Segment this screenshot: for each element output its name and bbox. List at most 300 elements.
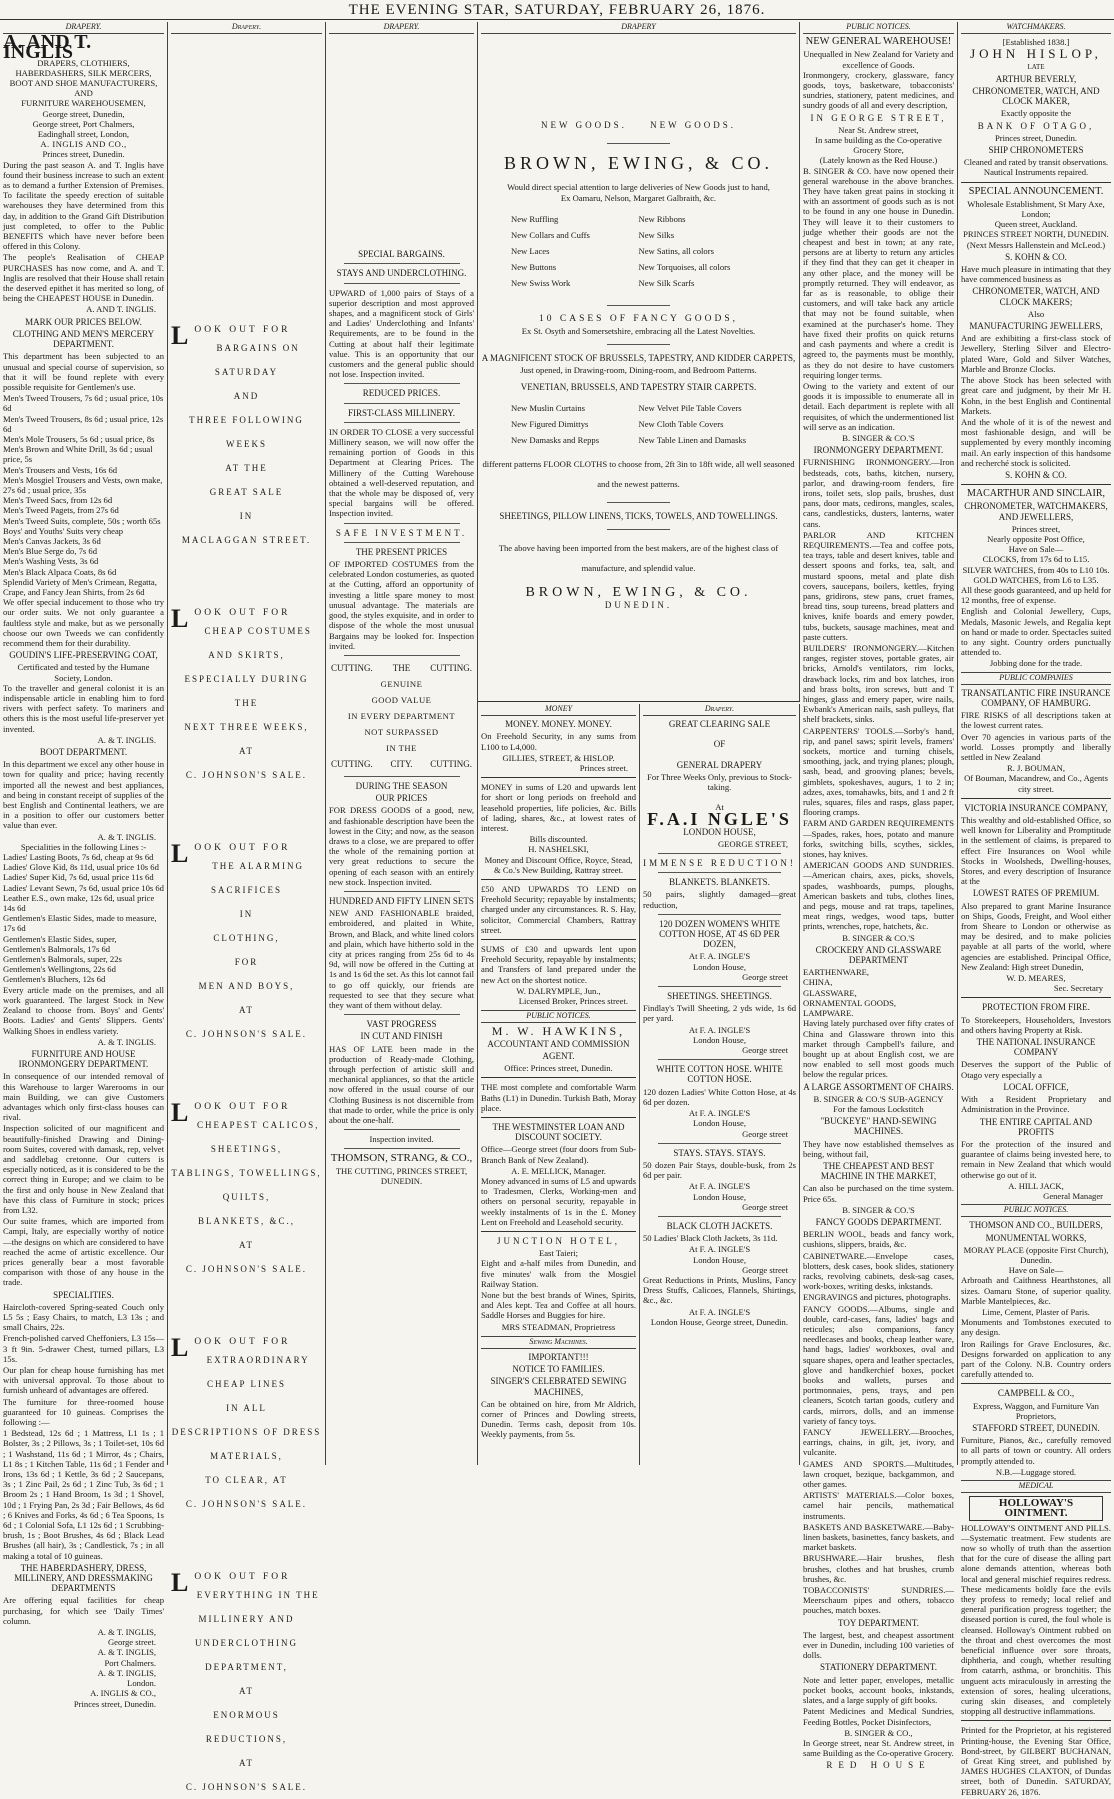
column-money bbox=[478, 704, 640, 1465]
goods-item: New Swiss Work bbox=[511, 277, 571, 288]
ad-ships: Ex Oamaru, Nelson, Margaret Galbraith, &c. bbox=[560, 192, 717, 203]
signature: A. AND T. INGLIS. bbox=[86, 304, 156, 315]
look-out-line: C. JOHNSON'S SALE. bbox=[185, 1029, 308, 1040]
look-out-line: EVERYTHING IN THE bbox=[196, 1590, 320, 1601]
ad-title: RED HOUSE bbox=[826, 1760, 931, 1771]
section-heading: REDUCED PRICES. bbox=[362, 388, 441, 399]
look-out-label: OOK OUT FOR bbox=[194, 608, 291, 619]
separator bbox=[658, 1059, 780, 1060]
genuine-block bbox=[329, 676, 474, 756]
ad-line: Nearly opposite Post Office, bbox=[987, 533, 1085, 544]
section-heading: CLOTHING AND MEN'S MERCERY DEPARTMENT. bbox=[12, 328, 155, 350]
newspaper-page bbox=[0, 22, 1114, 1797]
ad-address-lines bbox=[3, 58, 164, 140]
column-header: Drapery. bbox=[171, 22, 322, 34]
price-item: Men's Black Alpaca Coats, 8s 6d bbox=[3, 566, 117, 577]
look-out-line: DESCRIPTIONS OF DRESS MATERIALS, bbox=[171, 1427, 322, 1462]
firm-name: R. J. BOUMAN, bbox=[1006, 763, 1066, 774]
ad-line: In same building as the Co-operative Grocery Store, bbox=[815, 135, 942, 156]
ad-title: JUNCTION HOTEL, bbox=[497, 1235, 620, 1246]
firm-address: THE CUTTING, PRINCES STREET, bbox=[335, 1165, 468, 1176]
footer-line: A. & T. INGLIS, bbox=[97, 1627, 156, 1638]
goods-item: New Silk Scarfs bbox=[638, 277, 695, 288]
subheading: Specialities in the following Lines :- bbox=[20, 841, 147, 852]
look-out-ad bbox=[171, 1098, 322, 1281]
ad-title: GREAT CLEARING SALE bbox=[668, 719, 771, 730]
ad-paragraph: BERLIN WOOL, beads and fancy work, cushions, slippers, braids, &c. bbox=[803, 1229, 954, 1250]
ad-line: MORAY PLACE (opposite First Church), Dunedin. bbox=[963, 1244, 1109, 1265]
ad-line: Princes street, Dunedin. bbox=[994, 132, 1078, 143]
ad-line: Money and Discount Office, Royce, Stead, & Co.'s New Building, Rattray street. bbox=[484, 854, 633, 875]
ad-title: THE NATIONAL INSURANCE COMPANY bbox=[976, 1037, 1096, 1058]
section-heading: DURING THE SEASON bbox=[355, 780, 448, 791]
boot-item: Gentlemen's Balmorals, super, 22s bbox=[3, 954, 122, 965]
goods-item: New Cloth Table Covers bbox=[638, 418, 724, 429]
signature: A. & T. INGLIS. bbox=[97, 831, 156, 842]
ad-title: VICTORIA INSURANCE COMPANY, bbox=[964, 802, 1108, 813]
ad-paragraph: Ironmongery, crockery, glassware, fancy goods, toys, basketware, tobacconists' sundries, stationery, patent medicines, and sundry goods of all and every description, bbox=[803, 69, 954, 111]
look-out-line: IN bbox=[239, 511, 254, 522]
ad-paragraph: Great Reductions in Prints, Muslins, Fancy Dress Stuffs, Calicoes, Flannels, Shirtings, &c., &c. bbox=[643, 1274, 796, 1306]
boot-item: Gentlemen's Balmorals, 17s 6d bbox=[3, 943, 111, 954]
ad-paragraph: UPWARD of 1,000 pairs of Stays of a superior description and most approved shapes, and a magnificent stock of Girls' and Ladies' Underclothing and Infants' Requirements, are to be found in the Cutting at about half their legitimate value. This is an opportunity that our customers and the general public should not lose. Inspection invited. bbox=[329, 287, 474, 380]
ad-paragraph: CABINETWARE.—Envelope cases, blotters, desk cases, book slides, stationery racks, revolving cabinets, desk-sag cases, work-boxes, writing desks, inkstands. bbox=[803, 1250, 954, 1292]
section-heading: BOOT DEPARTMENT. bbox=[39, 747, 128, 758]
ad-paragraph: Can also be purchased on the time system. Price 65s. bbox=[803, 1183, 954, 1204]
section-heading: SPECIALITIES. bbox=[53, 1289, 114, 1300]
ad-title: THE WESTMINSTER LOAN AND DISCOUNT SOCIETY. bbox=[492, 1121, 625, 1143]
crockery-item: ORNAMENTAL GOODS, bbox=[803, 997, 897, 1008]
ingle-item bbox=[643, 1143, 796, 1212]
ad-subtitle: THE ENTIRE CAPITAL AND PROFITS bbox=[979, 1116, 1093, 1137]
ad-paragraph: Deserves the support of the Public of Otago very especially a bbox=[961, 1059, 1111, 1080]
look-out-line: MEN AND BOYS, bbox=[198, 981, 295, 992]
boot-item: Ladies' Levant Sewn, 7s 6d, usual price 10s 6d bbox=[3, 882, 164, 893]
boot-item: Leather E.S., own make, 12s 6d, usual price 14s 6d bbox=[3, 892, 155, 914]
column-watchmakers bbox=[958, 22, 1114, 1797]
dropcap-l: L bbox=[171, 604, 192, 634]
ingle-items bbox=[643, 914, 796, 1275]
look-out-line: AT bbox=[239, 1686, 254, 1697]
ad-paragraph: To Storekeepers, Householders, Investors and others having Property at Risk. bbox=[961, 1014, 1111, 1035]
section-heading: FANCY GOODS DEPARTMENT. bbox=[815, 1216, 942, 1227]
ad-title: JOHN HISLOP, bbox=[970, 46, 1102, 62]
separator bbox=[658, 1216, 780, 1217]
item-street: George street bbox=[742, 1045, 788, 1056]
price-item: Men's Tweed Trousers, 8s 6d ; usual price, 12s 6d bbox=[3, 413, 164, 434]
column-header: Sewing Machines. bbox=[481, 1336, 636, 1349]
boot-item: Gentlemen's Bluchers, 12s 6d bbox=[3, 974, 106, 985]
ad-paragraph: THE most complete and comfortable Warm Baths (L1) in Dunedin. Turkish Bath, Moray place. bbox=[481, 1082, 636, 1113]
item-title: STAYS. STAYS. STAYS. bbox=[673, 1147, 766, 1158]
ad-paragraph: FIRE RISKS of all descriptions taken at the lowest current rates. bbox=[961, 710, 1111, 731]
look-out-heading bbox=[171, 604, 322, 634]
signature: B. SINGER & CO.'S bbox=[842, 932, 915, 943]
goods-item: New Figured Dimittys bbox=[511, 418, 589, 429]
ad-line: Princes street, bbox=[1011, 523, 1061, 534]
column-singer bbox=[800, 22, 958, 1771]
firm-name: BROWN, EWING, & CO. bbox=[504, 153, 773, 174]
look-out-label: OOK OUT FOR bbox=[194, 1572, 291, 1583]
look-out-line: FOR bbox=[234, 957, 259, 968]
price-item: Men's Trousers and Vests, 16s 6d bbox=[3, 464, 118, 475]
ad-line: Just opened, in Drawing-room, Dining-room, and Bedroom Patterns. bbox=[520, 365, 757, 376]
goods-item: New Satins, all colors bbox=[638, 245, 714, 256]
masthead bbox=[0, 0, 1114, 20]
ad-paragraph: GAMES AND SPORTS.—Multitudes, lawn croquet, bezique, backgammon, and other games. bbox=[803, 1458, 954, 1490]
look-out-line: MILLINERY AND UNDERCLOTHING bbox=[195, 1614, 298, 1649]
ad-title: A. AND T. INGLIS bbox=[3, 31, 92, 64]
ad-paragraph: And the whole of it is of the newest and most fashionable design, and will be supplemented by every monthly incoming mail. An early inspection of this handsome and recherché stock is solicited. bbox=[961, 416, 1111, 468]
ad-line: CLOCKS, from 17s 6d to L15. bbox=[982, 554, 1090, 565]
ad-paragraph: FANCY GOODS.—Albums, single and double, card-cases, fans, ladies' bags and reticules; also companions, fancy needlecases and books, cheap leather ware, hand bags, ladies' workboxes, oval and square shapes, opera and leather spectacles, glove and handkerchief boxes, pocket books and wallets, purses and portmonnaies, pens, trays, and pen cleaners, Scotch tartan goods, cutlery and cards, mirrors, dolls, and an immense variety of fancy toys. bbox=[803, 1303, 954, 1426]
look-out-line: THE ALARMING SACRIFICES bbox=[210, 861, 305, 896]
item-house: London House, bbox=[693, 1254, 746, 1265]
address-line: AND bbox=[74, 88, 93, 99]
column-header: DRAPERY. bbox=[329, 22, 474, 34]
ingle-item bbox=[643, 1216, 796, 1275]
item-street: George street bbox=[742, 1264, 788, 1275]
firm-name: H. NASHELSKI, bbox=[528, 844, 589, 855]
ad-paragraph: This department has been subjected to an unusual and special course of supervision, so that it will be found replete with every possible requisite for Gentlemen's use. bbox=[3, 351, 164, 392]
column-header: PUBLIC NOTICES. bbox=[961, 1204, 1111, 1217]
section-heading: CROCKERY AND GLASSWARE DEPARTMENT bbox=[815, 944, 942, 966]
ad-paragraph: OF IMPORTED COSTUMES from the celebrated London costumeries, as quoted at the Cutting, afford an opportunity of investing a little spare money to most unusual advantage. The materials are good, the styles exquisite, and in order to dispose of the whole the most unusual Bargains may be looked for. Inspection invited. bbox=[329, 559, 474, 651]
ad-paragraph: Haircloth-covered Spring-seated Couch only L5 5s ; Easy Chairs, to match, L3 13s ; and small Chairs, 22s. bbox=[3, 1301, 164, 1333]
address-line: BOOT AND SHOE MANUFACTURERS, bbox=[9, 78, 158, 89]
ad-paragraph: Furniture, Pianos, &c., carefully removed to all parts of town or country. All orders promptly attended to. bbox=[961, 1435, 1111, 1466]
ad-paragraph: Arbroath and Caithness Hearthstones, all sizes. Oamaru Stone, of superior quality. Marble Mantelpieces, &c. bbox=[961, 1275, 1111, 1306]
ad-title: IN GEORGE STREET, bbox=[810, 112, 947, 123]
item-house: London House, bbox=[693, 961, 746, 972]
cutting-label: CUTTING. bbox=[430, 662, 472, 673]
ad-subtitle: AGENT. bbox=[542, 1050, 575, 1061]
ad-paragraph: SUMS of £30 and upwards lent upon Freehold Security, repayable by instalments; and Transfers of land prepared under the new Act on the shortest notice. bbox=[481, 944, 636, 985]
item-text: 50 Ladies' Black Cloth Jackets, 3s 11d. bbox=[643, 1233, 778, 1244]
ad-paragraph: BUILDERS' IRONMONGERY.—Kitchen ranges, register stoves, portable grates, air bricks, Arnold's ventilators, rim locks, drawback locks, rim and box latches, iron and brass bolts, iron screws, butt and T hinges, glass and emery paper, wire nails, Ewbank's American nails, sash pulleys, flat shelf brackets, sinks. bbox=[803, 642, 954, 725]
footer-line: George street. bbox=[107, 1637, 156, 1648]
ad-paragraph: Money advanced in sums of L5 and upwards to Tradesmen, Clerks, Working-men and others on personal security, repayable in weekly instalments of 1s in the £. Money Lent on Freehold and Leasehold security. bbox=[481, 1175, 636, 1227]
column-header: PUBLIC NOTICES. bbox=[481, 1010, 636, 1023]
look-out-ad bbox=[171, 1568, 322, 1799]
goods-item: New Velvet Pile Table Covers bbox=[638, 402, 742, 413]
column-header: PUBLIC NOTICES. bbox=[803, 22, 954, 34]
column-header: DRAPERY. bbox=[3, 22, 164, 34]
look-out-line: MACLAGGAN STREET. bbox=[181, 535, 312, 546]
section-heading: FURNITURE AND HOUSE IRONMONGERY DEPARTMENT. bbox=[18, 1048, 149, 1070]
goods-item: New Muslin Curtains bbox=[511, 402, 585, 413]
goods-list bbox=[481, 203, 796, 299]
ad-line: different patterns FLOOR CLOTHS to choose from, 2ft 3in to 18ft wide, all well seasoned and the newest patterns. bbox=[482, 458, 795, 489]
item-text: 50 dozen Pair Stays, double-busk, from 2s 6d per pair. bbox=[643, 1159, 796, 1181]
ad-line: The above having been imported from the best makers, are of the highest class of manufacture, and splendid value. bbox=[498, 543, 779, 574]
look-out-heading bbox=[171, 1333, 322, 1363]
section-heading: STATIONERY DEPARTMENT. bbox=[820, 1662, 937, 1673]
look-out-heading bbox=[171, 839, 322, 869]
look-out-label: OOK OUT FOR bbox=[194, 843, 291, 854]
ad-paragraph: The furniture for three-roomed house guaranteed for 10 guineas. Comprises the following :— bbox=[3, 1396, 164, 1428]
separator bbox=[658, 1143, 780, 1144]
new-goods-label: NEW GOODS. bbox=[541, 120, 627, 131]
ad-paragraph: They have now established themselves as being, without fail, bbox=[803, 1138, 954, 1159]
ad-paragraph: BRUSHWARE.—Hair brushes, flesh brushes, clothes and hat brushes, crumb brushes, &c. bbox=[803, 1553, 954, 1584]
look-out-line: AT bbox=[239, 746, 254, 757]
boot-item: Gentlemen's Wellingtons, 22s 6d bbox=[3, 964, 116, 975]
column-header: Drapery. bbox=[643, 704, 796, 716]
look-out-line: AND bbox=[233, 391, 260, 402]
ad-paragraph: Inspection solicited of our magnificent and beautifully-finished Drawing and Dining-room Suites, covered with damask, rep, velvet and saddlebag cretonne. Our cutters is especially noticed, as it is considered to be the correct thing in Europe; and we claim to be the first and only house in New Zealand that have this class of Furniture in stock; prices from L32. bbox=[3, 1123, 164, 1215]
subheading: Certificated and tested by the Humane Society, London. bbox=[17, 662, 150, 683]
ad-paragraph: All these goods guaranteed, and up held for 12 months, free of expense. bbox=[961, 584, 1111, 606]
item-house: London House, bbox=[693, 1118, 746, 1129]
look-out-line: TO CLEAR, AT bbox=[205, 1475, 288, 1486]
ad-line: GOLD WATCHES, from L6 to L35. bbox=[973, 574, 1099, 585]
look-out-line: IN bbox=[239, 909, 254, 920]
ad-address: Princes street, Dunedin. bbox=[42, 149, 125, 160]
ad-paragraph: Office—George street (four doors from Sub-Branch Bank of New Zealand). bbox=[481, 1144, 636, 1165]
ad-subtitle: A. INGLIS AND CO., bbox=[40, 139, 127, 150]
ad-note: Inspection invited. bbox=[369, 1134, 434, 1145]
ad-paragraph: Eight and a-half miles from Dunedin, and five minutes' walk from the Mosgiel Railway Station. bbox=[481, 1258, 636, 1289]
ad-paragraph: 50 pairs, slightly damaged—great reduction, bbox=[643, 889, 796, 910]
look-out-line: THREE FOLLOWING WEEKS bbox=[189, 415, 304, 450]
footer-line: London. bbox=[127, 1678, 156, 1689]
goods-item: New Buttons bbox=[511, 261, 557, 272]
city-label: CUTTING. bbox=[331, 758, 373, 769]
ad-line: (Lately known as the Red House.) bbox=[819, 155, 938, 166]
ad-line: Cleaned and rated by transit observations. bbox=[963, 157, 1109, 168]
column-ingle bbox=[640, 704, 800, 1465]
firm-city: DUNEDIN. bbox=[380, 1175, 423, 1186]
ad-line: LATE bbox=[1027, 62, 1045, 71]
look-out-line: AT bbox=[239, 1005, 254, 1016]
ad-paragraph: Can be obtained on hire, from Mr Aldrich, corner of Princes and Dowling streets, Dunedin. Terms cash, deposit from 10s. Weekly payments, from 5s. bbox=[481, 1398, 636, 1440]
ad-title: HOLLOWAY'S OINTMENT. bbox=[969, 1496, 1103, 1520]
look-out-line: C. JOHNSON'S SALE. bbox=[185, 1264, 308, 1275]
price-item: Men's Brown and White Drill, 3s 6d ; usual price, 5s bbox=[3, 444, 153, 465]
look-out-line: CLOTHING, bbox=[213, 933, 280, 944]
ad-line: London House, George street, Dunedin. bbox=[650, 1316, 788, 1327]
imprint: Printed for the Proprietor, at his registered Printing-house, the Evening Star Office, Bond-street, by GILBERT BUCHANAN, of Great King street, and published by JAMES HUGHES CLAXTON, of Dundas street, both of Dunedin. SATURDAY, FEBRUARY 26, 1876. bbox=[961, 1725, 1111, 1797]
cutting-label: CUTTING. bbox=[331, 662, 373, 673]
item-text: 120 dozen Ladies' White Cotton Hose, at 4s 6d per dozen. bbox=[643, 1086, 796, 1107]
ad-paragraph: FOR DRESS GOODS of a good, new, and fashionable description have been the lowest in the City; and now, as the season draws to a close, we are prepared to offer the whole of the remaining portion at very great reductions to secure the opening of each season with an entirely new stock. Inspection invited. bbox=[329, 805, 474, 887]
ad-paragraph: Owing to the variety and extent of our goods it is impossible to enumerate all in detail. Each department is replete with all requisites, of which the undermentioned list will serve as an indication. bbox=[803, 380, 954, 432]
firm-name: W. D. MEARES, bbox=[1006, 973, 1066, 984]
ad-paragraph: The people's Realisation of CHEAP PURCHASES has now come, and A. and T. Inglis are resolved that their House shall retain the deserved epithet it has merited so long, of being the CHEAPEST HOUSE in Dunedin. bbox=[3, 252, 164, 304]
section-heading: SAFE INVESTMENT. bbox=[335, 527, 468, 538]
look-out-line: CHEAP COSTUMES AND SKIRTS, bbox=[204, 626, 312, 661]
signature: B. SINGER & CO., bbox=[844, 1727, 913, 1738]
look-out-ads bbox=[171, 321, 322, 1799]
section-heading: SHEETINGS, PILLOW LINENS, TICKS, TOWELS, AND TOWELLINGS. bbox=[499, 510, 778, 521]
ad-line: Wholesale Establishment, St Mary Axe, London; bbox=[967, 198, 1105, 220]
section-heading: HUNDRED AND FIFTY LINEN SETS bbox=[329, 895, 474, 906]
ad-paragraph: Are offering equal facilities for cheap purchasing, for which see 'Daily Times' column. bbox=[3, 1595, 164, 1626]
firm-name: S. KOHN & CO. bbox=[1005, 469, 1067, 480]
ad-line: SILVER WATCHES, from 40s to L10 10s. bbox=[962, 564, 1110, 575]
ad-line: Near St. Andrew street, bbox=[838, 124, 919, 135]
ad-title: BLANKETS. BLANKETS. bbox=[669, 877, 770, 888]
column-inglis bbox=[0, 22, 168, 1709]
genuine-line: GOOD VALUE bbox=[371, 694, 432, 705]
column-header: MONEY bbox=[481, 704, 636, 716]
item-house: London House, bbox=[693, 1034, 746, 1045]
goods-item: New Silks bbox=[638, 229, 675, 240]
ad-paragraph: To the traveller and general colonist it is an indispensable article in enabling him to ford rivers with perfect safety. To mariners and others this is the most useful life-preserver yet invented. bbox=[3, 682, 164, 734]
goods-list bbox=[481, 394, 796, 454]
ad-paragraph: Have much pleasure in intimating that they have commenced business as bbox=[961, 264, 1111, 285]
firm-name: BROWN, EWING, & CO. bbox=[525, 585, 752, 601]
goods-item: New Torquoises, all colors bbox=[638, 261, 731, 272]
footer-line: Port Chalmers. bbox=[104, 1657, 156, 1668]
address-line: George street, Dunedin, bbox=[42, 108, 125, 119]
ad-subtitle: CHRONOMETER, WATCH, AND CLOCK MAKERS; bbox=[972, 286, 1100, 307]
ad-paragraph: Every article made on the premises, and all work guaranteed. The largest Stock in New Zealand to choose from. Boys' and Gents' Boots. Ladies' and Gents' Slippers. Gents' Walking Shoes in endless variety. bbox=[3, 984, 164, 1036]
address-line: DRAPERS, CLOTHIERS, bbox=[37, 57, 130, 68]
ad-line: (Next Messrs Hallenstein and McLeod.) bbox=[966, 239, 1106, 250]
goods-item: New Ribbons bbox=[638, 213, 686, 224]
ad-line: Sec. Secretary bbox=[1053, 983, 1103, 994]
ad-line: Express, Waggon, and Furniture Van Proprietors, bbox=[973, 1400, 1099, 1421]
ad-paragraph: MONEY in sums of L20 and upwards lent for short or long periods on freehold and leasehold properties, life policies, &c. Bills of lading, shares, &c., at lowest rates of interest. bbox=[481, 782, 636, 834]
ad-title: MACARTHUR AND SINCLAIR, bbox=[966, 488, 1106, 500]
ad-line: Unequalled in New Zealand for Variety and excellence of Goods. bbox=[803, 49, 954, 70]
look-out-label: OOK OUT FOR bbox=[194, 1102, 291, 1113]
ad-subtitle: CHRONOMETER, WATCH, AND CLOCK MAKER, bbox=[972, 86, 1100, 107]
ad-paragraph: The largest, best, and cheapest assortment ever in Dunedin, including 100 varieties of dolls. bbox=[803, 1629, 954, 1661]
firm-name: S. KOHN & CO. bbox=[1005, 251, 1067, 262]
item-title: SHEETINGS. SHEETINGS. bbox=[667, 991, 772, 1002]
masthead-title: THE EVENING STAR, SATURDAY, FEBRUARY 26, 1876. bbox=[348, 2, 766, 18]
address-line: FURNITURE WAREHOUSEMEN, bbox=[21, 98, 146, 109]
ad-paragraph: English and Colonial Jewellery, Cups, Medals, Masonic Jewels, and Regalia kept on hand or made to order. Spectacles suited to any sight. Country orders punctually attended to. bbox=[961, 606, 1111, 658]
price-item: Men's Blue Serge do, 7s 6d bbox=[3, 546, 98, 557]
item-house: London House, bbox=[693, 1191, 746, 1202]
look-out-line: AT THE bbox=[225, 463, 268, 474]
goods-item: New Damasks and Repps bbox=[511, 434, 600, 445]
ad-line: For Three Weeks Only, previous to Stock-taking. bbox=[647, 771, 792, 793]
price-item: Men's Tweed Sacs, from 12s 6d bbox=[3, 495, 113, 506]
dropcap-l: L bbox=[171, 839, 192, 869]
item-text: Findlay's Twill Sheeting, 2 yds wide, 1s 6d per yard. bbox=[643, 1003, 796, 1024]
ad-paragraph: FARM AND GARDEN REQUIREMENTS—Spades, rakes, hoes, potato and manure forks, switching bills, scythes, sickles, stones, hay knives. bbox=[803, 818, 954, 860]
look-out-line: NEXT THREE WEEKS, bbox=[184, 722, 309, 733]
genuine-line: IN THE bbox=[386, 742, 417, 753]
ad-title: THOMSON AND CO., BUILDERS, bbox=[969, 1220, 1103, 1231]
item-title: BLACK CLOTH JACKETS. bbox=[666, 1220, 773, 1231]
ad-line: Queen street, Auckland. bbox=[994, 219, 1078, 230]
ad-paragraph: FANCY JEWELLERY.—Brooches, earrings, chains, in gilt, jet, ivory, and vulcanite. bbox=[803, 1427, 954, 1458]
footer-line: A. & T. INGLIS, bbox=[97, 1647, 156, 1658]
city-label: CUTTING. bbox=[430, 758, 472, 769]
ad-title: PROTECTION FROM FIRE. bbox=[982, 1002, 1090, 1013]
price-item: Men's Mosgiel Trousers and Vests, own make, 27s 6d ; usual price, 35s bbox=[3, 474, 163, 495]
look-out-line: AT bbox=[239, 1240, 254, 1251]
ad-paragraph: Monuments and Tombstones executed to any design. bbox=[961, 1317, 1111, 1338]
look-out-ad bbox=[171, 839, 322, 1046]
item-street: George street bbox=[742, 1201, 788, 1212]
ad-line: PRINCES STREET NORTH, DUNEDIN. bbox=[963, 229, 1109, 240]
section-heading: SPECIAL BARGAINS. bbox=[358, 249, 445, 260]
column-brown-ewing bbox=[478, 22, 800, 702]
ad-paragraph: PARLOR AND KITCHEN REQUIREMENTS.—Tea and coffee pots, tea trays, table and desert knives, table and dessert spoons and forks, tea, salt, and mustard spoons, metal and plate dish covers, saucepans, boilers, kettles, frying pans, gridirons, stew pans, cruet frames, bread tins, soup tureens, bread platters and knives, knife boards and emery powder, tubs, buckets, sausage machines, meat and paste cutters. bbox=[803, 529, 954, 642]
price-item: Boys' and Youths' Suits very cheap bbox=[3, 525, 124, 536]
firm-name: F.A.I NGLE'S bbox=[647, 809, 792, 830]
cutting-row bbox=[329, 660, 474, 676]
ad-paragraph: £50 AND UPWARDS TO LEND on Freehold Security; repayable by instalments; charged under any circumstances. R. S. Hay, solicitor, Commercial Chambers, Rattray street. bbox=[481, 884, 636, 935]
section-heading: MARK OUR PRICES BELOW. bbox=[25, 316, 142, 327]
section-heading: STAYS AND UNDERCLOTHING. bbox=[336, 268, 467, 279]
genuine-line: GENUINE bbox=[380, 678, 423, 689]
firm-address: Licensed Broker, Princes street. bbox=[518, 996, 628, 1007]
address-line: HABERDASHERS, SILK MERCERS, bbox=[15, 67, 152, 78]
ad-subtitle: CHRONOMETER, WATCHMAKERS, AND JEWELLERS, bbox=[964, 501, 1108, 522]
signature: B. SINGER & CO.'S bbox=[842, 1204, 915, 1215]
item-at: At F. A. INGLE'S bbox=[688, 1108, 751, 1119]
column-look-out bbox=[168, 22, 326, 1793]
ad-paragraph: Our suite frames, which are imported from Campi, Italy, are especially worthy of notice—the designs on which are considered to have reached the acme of artistic excellence. Our prices generally bear a most favorable comparison with those of any house in the trade. bbox=[3, 1216, 164, 1288]
item-at: At F. A. INGLE'S bbox=[688, 951, 751, 962]
ad-paragraph: For the protection of the insured and guarantee of claims being invested here, to remain in New Zealand that which would otherwise go out of it. bbox=[961, 1138, 1111, 1180]
ad-line: Bills discounted. bbox=[529, 834, 588, 845]
ad-footer bbox=[3, 1627, 164, 1709]
cutting-label: THE bbox=[392, 662, 411, 673]
ad-line: Lime, Cement, Plaster of Paris. bbox=[982, 1306, 1090, 1317]
ad-paragraph: TOBACCONISTS' SUNDRIES.—Meerschaum pipes and others, tobacco pouches, match boxes. bbox=[803, 1585, 954, 1616]
crockery-list bbox=[803, 967, 954, 1018]
goods-item: New Ruffling bbox=[511, 213, 559, 224]
ad-paragraph: Also prepared to grant Marine Insurance on Ships, Goods, Freight, and Wool either from Sheare to London or otherwise as may be desired, and to make policies payable at all parts of the world, where agencies are established. Principal Office, New Zealand: High street Dunedin, bbox=[961, 900, 1111, 972]
ad-line: Nautical Instruments repaired. bbox=[983, 167, 1089, 178]
look-out-line: ENORMOUS REDUCTIONS, bbox=[205, 1710, 288, 1745]
look-out-heading bbox=[171, 1098, 322, 1128]
look-out-label: OOK OUT FOR bbox=[194, 325, 291, 336]
ad-title: GENERAL DRAPERY bbox=[676, 759, 763, 770]
crockery-item: EARTHENWARE, bbox=[803, 967, 870, 978]
crockery-item: CHINA, bbox=[803, 977, 833, 988]
ad-line: LONDON HOUSE, bbox=[683, 826, 756, 837]
goods-item: New Laces bbox=[511, 245, 550, 256]
new-goods-label: NEW GOODS. bbox=[650, 120, 736, 131]
ad-paragraph: Note and letter paper, envelopes, metallic pocket books, account books, inkstands, slates, and a large supply of gift books. bbox=[803, 1674, 954, 1706]
signature: A. & T. INGLIS. bbox=[97, 1036, 156, 1047]
ad-line: Of Bouman, Macandrew, and Co., Agents city street. bbox=[964, 773, 1108, 794]
ad-paragraph: CARPENTERS' TOOLS.—Sorby's hand, rip, and panel saws; spirit levels, framers' sockets, mortice and turning chisels, smoothing, jack, and trying planes; plough, sash, bead, and grooving planes; bevels, gimblets, spokeshaves, augurs, 1 to 2 in; adzes, axes, tomahawks, bits, and 1 and 2 ft rules, squares, files and rasps, glass paper, flooring cramps. bbox=[803, 725, 954, 818]
ad-paragraph: This wealthy and old-established Office, so well known for Liberality and Promptitude in the settlement of claims, is prepared to effect Fire Insurances on Wool while Stocks in Woolsheds, Dwelling-houses, Stores, and every description of Insurance at the bbox=[961, 815, 1111, 887]
look-out-line: C. JOHNSON'S SALE. bbox=[185, 770, 308, 781]
item-street: George street bbox=[742, 971, 788, 982]
ad-paragraph: NEW AND FASHIONABLE braided, embroidered, and plaited in White, Brown, and Black, and white lined colors and plain, which have hitherto sold in the city at prices ranging from 25s 6d to 4s 9d, will now be offered in the Cutting at 1s and 1s 6d the set. As this lot cannot fail to go off quickly, our friends are requested to see that they secure what they want of them without delay. bbox=[329, 908, 474, 1010]
boot-item: Ladies' Glove Kid, 8s 11d, usual price 10s 6d bbox=[3, 862, 159, 873]
signature: B. SINGER & CO.'S bbox=[842, 432, 915, 443]
ad-line: General Manager bbox=[1043, 1190, 1103, 1201]
ad-line: Have on Sale— bbox=[1008, 544, 1064, 555]
section-heading: A LARGE ASSORTMENT OF CHAIRS. bbox=[803, 1081, 954, 1092]
price-item: Men's Washing Vests, 3s 6d bbox=[3, 556, 99, 567]
column-cutting bbox=[326, 22, 478, 1465]
section-heading: OUR PRICES bbox=[375, 793, 428, 804]
signature: B. SINGER & CO.'S SUB-AGENCY bbox=[813, 1093, 944, 1104]
ad-paragraph: The above Stock has been selected with great care and judgment, by their Mr H. Kohn, in the best English and Continental Markets. bbox=[961, 375, 1111, 416]
item-at: At F. A. INGLE'S bbox=[688, 1181, 751, 1192]
ad-paragraph: HOLLOWAY'S OINTMENT AND PILLS.—Systematic treatment. Few students are now so wholly of truth than the assertion that for the cure of disease the alling part alone demands attention, whereas both local and general mischief requires redress. These medicaments boldly face the evils they profess to remedy; local relief and general purification progress together; the diseased portion is cured, the foul whole is cleansed. Holloway's Ointment rubbed on the throat and chest overcomes the most beneficial influence over sore throats, diphtheria, and cough, whether resulting from catarrh, asthma, or bronchitis. This unguent acts miraculously in arresting the extension of sores, healing ulcerations, curing skin diseases, and completely stopping all destructive inflammations. bbox=[961, 1522, 1111, 1717]
ad-paragraph: None but the best brands of Wines, Spirits, and Ales kept. Tea and Coffee at all hours. Saddle Horses and Buggies for hire. bbox=[481, 1289, 636, 1321]
goods-item: New Table Linen and Damasks bbox=[638, 434, 747, 445]
ad-title: IMMENSE REDUCTION! bbox=[643, 858, 796, 869]
price-list bbox=[3, 393, 164, 597]
price-item: Men's Mole Trousers, 5s 6d ; usual price, 8s bbox=[3, 433, 155, 444]
